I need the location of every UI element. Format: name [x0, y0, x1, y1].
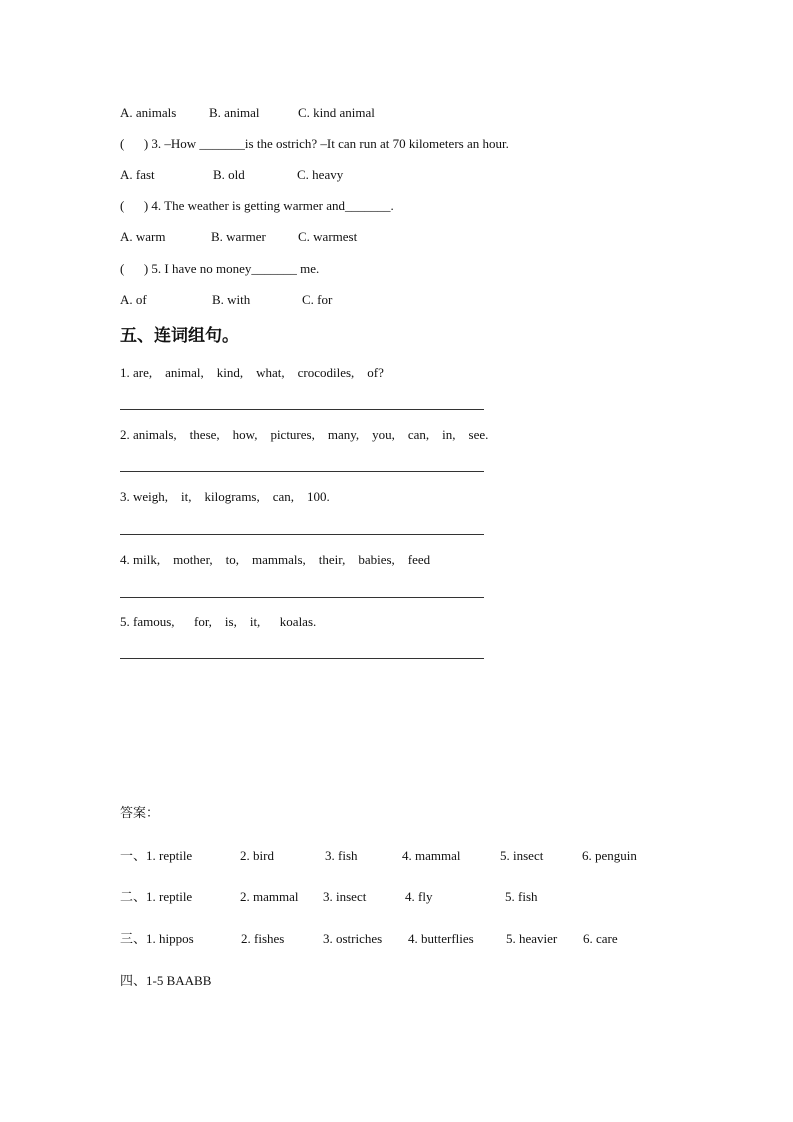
option-a: A. of: [120, 292, 147, 307]
sentence-item-5: 5. famous, for, is, it, koalas.: [120, 614, 317, 629]
sentence-item-1: 1. are, animal, kind, what, crocodiles, of?: [120, 365, 384, 380]
question-4: ( ) 4. The weather is getting warmer and_______.: [120, 198, 394, 213]
answer-cell: 3. fish: [325, 848, 358, 863]
answer-cell: 三、1. hippos: [120, 931, 194, 946]
answer-cell: 3. insect: [323, 889, 367, 904]
answer-cell: 5. heavier: [506, 931, 558, 946]
option-a: A. fast: [120, 167, 155, 182]
answers-title: 答案：: [120, 806, 160, 821]
option-c: C. warmest: [298, 229, 358, 244]
sentence-item-3: 3. weigh, it, kilograms, can, 100.: [120, 489, 330, 504]
answer-cell: 4. fly: [405, 889, 433, 904]
answer-cell: 6. care: [583, 931, 618, 946]
answer-cell: 3. ostriches: [323, 931, 383, 946]
answer-line-1[interactable]: [120, 409, 484, 410]
answer-cell: 2. mammal: [240, 889, 299, 904]
option-b: B. warmer: [211, 229, 266, 244]
answer-cell: 6. penguin: [582, 848, 637, 863]
answer-cell: 2. bird: [240, 848, 274, 863]
answer-line-4[interactable]: [120, 597, 484, 598]
option-b: B. old: [213, 167, 245, 182]
answer-row-4: 四、1-5 BAABB: [120, 973, 212, 988]
answer-cell: 二、1. reptile: [120, 889, 193, 904]
question-5: ( ) 5. I have no money_______ me.: [120, 261, 320, 276]
answer-cell: 2. fishes: [241, 931, 285, 946]
answer-cell: 4. butterflies: [408, 931, 474, 946]
answer-line-3[interactable]: [120, 534, 484, 535]
option-a: A. warm: [120, 229, 166, 244]
option-c: C. heavy: [297, 167, 344, 182]
answer-cell: 一、1. reptile: [120, 848, 193, 863]
section-heading: 五、连词组句。: [120, 326, 239, 346]
answer-line-2[interactable]: [120, 471, 484, 472]
sentence-item-2: 2. animals, these, how, pictures, many, you, can, in, see.: [120, 427, 489, 442]
option-c: C. for: [302, 292, 333, 307]
option-a: A. animals: [120, 105, 177, 120]
answer-cell: 5. insect: [500, 848, 544, 863]
question-3: ( ) 3. –How _______is the ostrich? –It can run at 70 kilometers an hour.: [120, 136, 509, 151]
answer-cell: 5. fish: [505, 889, 538, 904]
answer-cell: 4. mammal: [402, 848, 461, 863]
sentence-item-4: 4. milk, mother, to, mammals, their, babies, feed: [120, 552, 431, 567]
option-b: B. animal: [209, 105, 260, 120]
answer-line-5[interactable]: [120, 658, 484, 659]
option-b: B. with: [212, 292, 251, 307]
option-c: C. kind animal: [298, 105, 375, 120]
